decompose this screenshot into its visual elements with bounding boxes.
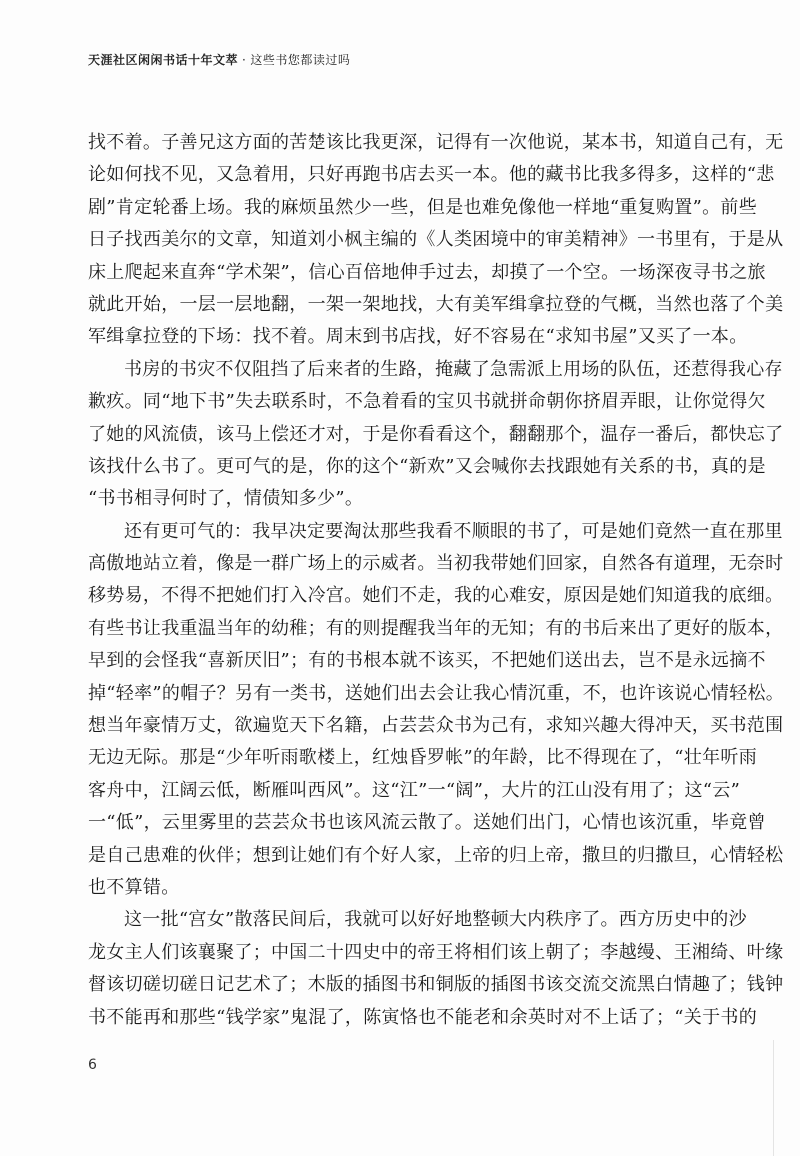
text-line: 早到的会怪我“喜新厌旧”；有的书根本就不该买，不把她们送出去，岂不是永远摘不 [88, 650, 766, 672]
text-line: 书不能再和那些“钱学家”鬼混了，陈寅恪也不能老和余英时对不上话了；“关于书的 [88, 1006, 758, 1028]
book-title: 天涯社区闲闲书话十年文萃 [88, 53, 239, 67]
text-line: 军缉拿拉登的下场：找不着。周末到书店找，好不容易在“求知书屋”又买了一本。 [88, 326, 748, 348]
text-line: 床上爬起来直奔“学术架”，信心百倍地伸手过去，却摸了一个空。一场深夜寻书之旅 [88, 261, 766, 283]
text-line: 日子找西美尔的文章，知道刘小枫主编的《人类困境中的审美精神》一书里有，于是从 [88, 229, 784, 251]
text-line: “书书相寻何时了，情债知多少”。 [88, 488, 364, 510]
text-line: 龙女主人们该襄聚了；中国二十四史中的帝王将相们该上朝了；李越缦、王湘绮、叶缘 [88, 941, 784, 963]
running-header [88, 51, 350, 68]
text-line: 想当年豪情万丈，欲遍览天下名籍，占芸芸众书为己有，求知兴趣大得冲天，买书范围 [88, 715, 784, 737]
text-line: 无边无际。那是“少年听雨歌楼上，红烛昏罗帐”的年龄，比不得现在了，“壮年听雨 [88, 747, 758, 769]
text-line: 掉“轻率”的帽子？另有一类书，送她们出去会让我心情沉重，不，也许该说心情轻松。 [88, 682, 785, 704]
body-text [88, 127, 785, 1034]
text-line: 该找什么书了。更可气的是，你的这个“新欢”又会喊你去找跟她有关系的书，真的是 [88, 455, 766, 477]
page-number: 6 [88, 1057, 97, 1073]
text-line: 督该切磋切磋日记艺术了；木版的插图书和铜版的插图书该交流交流黑白情趣了；钱钟 [88, 974, 784, 996]
text-line: 移势易，不得不把她们打入冷宫。她们不走，我的心难安，原因是她们知道我的底细。 [88, 585, 784, 607]
text-line: 有些书让我重温当年的幼稚；有的则提醒我当年的无知；有的书后来出了更好的版本， [88, 617, 784, 639]
text-line: 就此开始，一层一层地翻，一架一架地找，大有美军缉拿拉登的气概，当然也落了个美 [88, 293, 784, 315]
text-line: 论如何找不见，又急着用，只好再跑书店去买一本。他的藏书比我多得多，这样的“悲 [88, 164, 775, 186]
text-line: 书房的书灾不仅阻挡了后来者的生路，掩藏了急需派上用场的队伍，还惹得我心存 [124, 358, 783, 380]
chapter-title: 这些书您都读过吗 [250, 53, 351, 67]
text-line: 了她的风流债，该马上偿还才对，于是你看看这个，翻翻那个，温存一番后，都快忘了 [88, 423, 784, 445]
text-line: 也不算错。 [88, 876, 180, 898]
text-line: 是自己患难的伙伴；想到让她们有个好人家，上帝的归上帝，撒旦的归撒旦，心情轻松 [88, 844, 784, 866]
page-edge-shadow [773, 1040, 774, 1156]
text-line: 歉疚。同“地下书”失去联系时，不急着看的宝贝书就拼命朝你挤眉弄眼，让你觉得欠 [88, 391, 766, 413]
text-line: 还有更可气的：我早决定要淘汰那些我看不顺眼的书了，可是她们竟然一直在那里 [124, 520, 783, 542]
text-line: 高傲地站立着，像是一群广场上的示威者。当初我带她们回家，自然各有道理，无奈时 [88, 553, 784, 575]
header-separator: · [242, 53, 247, 67]
text-line: 这一批“宫女”散落民间后，我就可以好好地整顿大内秩序了。西方历史中的沙 [124, 909, 747, 931]
text-line: 剧”肯定轮番上场。我的麻烦虽然少一些，但是也难免像他一样地“重复购置”。前些 [88, 196, 758, 218]
text-line: 一“低”，云里雾里的芸芸众书也该风流云散了。送她们出门，心情也该沉重，毕竟曾 [88, 812, 766, 834]
text-line: 找不着。子善兄这方面的苦楚该比我更深，记得有一次他说，某本书，知道自己有，无 [88, 132, 784, 153]
text-line: 客舟中，江阔云低，断雁叫西风”。这“江”一“阔”，大片的江山没有用了；这“云” [88, 779, 741, 801]
